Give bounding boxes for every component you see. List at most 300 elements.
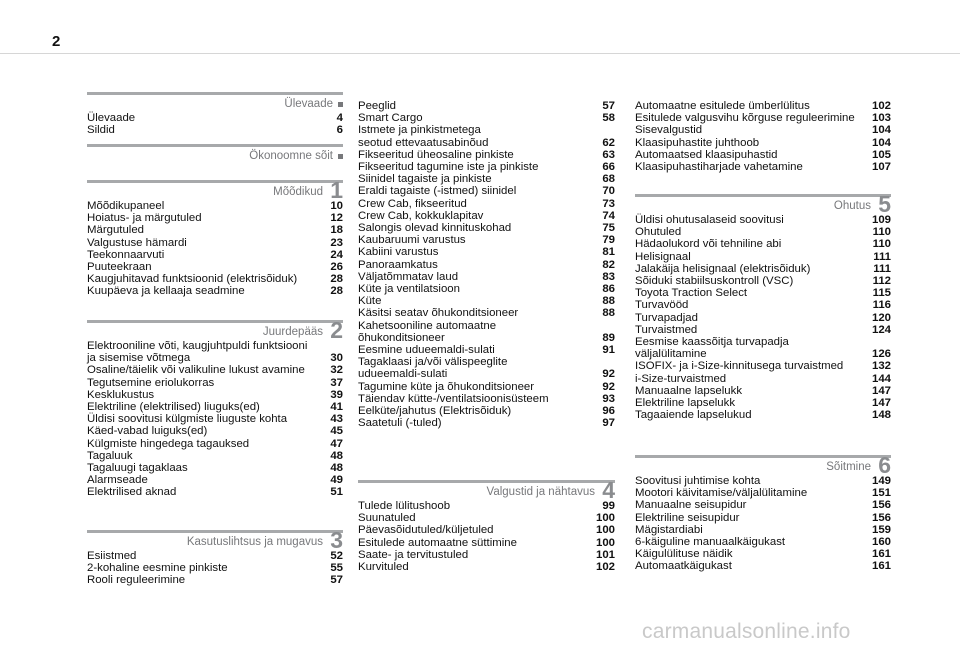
entry-title: väljalülitamine [635,348,707,361]
toc-section [358,100,615,429]
entry-page-number: 86 [602,283,615,296]
toc-entry[interactable] [635,409,891,421]
toc-entry[interactable] [358,149,615,161]
entry-page-number: 26 [330,261,343,274]
entry-page-number: 83 [602,270,615,283]
entry-title: ja sisemise võtmega [87,352,191,365]
entry-page-number: 32 [330,364,343,377]
entry-page-number: 100 [595,524,615,537]
entry-title: Esitulede automaatne süttimine [358,536,517,549]
entry-page-number: 6 [336,124,343,137]
entry-title: Hoiatus- ja märgutuled [87,212,202,225]
entry-page-number: 73 [602,197,615,210]
entry-title: Panoraamkatus [358,258,438,271]
entry-title: Ülevaade [87,112,136,124]
entry-page-number: 148 [871,409,891,422]
entry-title: Tagaaiende lapselukud [635,409,752,422]
entry-page-number: 52 [330,550,343,562]
entry-title: Klaasipuhastiharjade vahetamine [635,161,803,174]
entry-title: Küte [358,295,382,308]
toc-entry[interactable] [635,385,891,397]
toc-entry[interactable] [87,438,343,450]
entry-page-number: 112 [872,275,891,288]
toc-section [87,92,343,136]
toc-entry[interactable] [635,397,891,409]
entry-page-number: 55 [330,562,343,575]
entry-page-number: 68 [602,173,615,186]
toc-entry[interactable] [87,474,343,486]
toc-entry[interactable] [87,562,343,574]
entry-page-number: 63 [602,148,615,161]
entry-page-number: 120 [871,311,891,324]
entry-page-number: 82 [602,258,615,271]
toc-entry[interactable] [635,263,891,275]
entry-title: Turvavööd [635,299,689,312]
chapter-number: 4 [602,477,615,503]
section-title: Ökonoomne sõit [249,150,333,162]
entry-title: Manuaalne lapselukk [635,384,743,397]
entry-page-number: 96 [602,405,615,418]
toc-entry[interactable] [358,295,615,307]
section-title: Juurdepääs [262,326,323,338]
toc-entry[interactable] [358,381,615,393]
entry-title: Esitulede valgusvihu kõrguse reguleerimine [635,112,855,125]
entry-title: Alarmseade [87,474,148,487]
chapter-number: 3 [330,527,343,553]
entry-page-number: 115 [872,287,891,300]
square-bullet-icon [338,102,343,107]
entry-title: Salongis olevad kinnituskohad [358,222,512,235]
toc-entry[interactable] [635,487,891,499]
toc-entry[interactable] [635,373,891,385]
toc-entry[interactable] [358,124,615,136]
toc-entry[interactable] [358,537,615,549]
toc-entry[interactable] [87,340,343,352]
entry-page-number: 10 [330,200,343,212]
entry-page-number: 107 [871,161,891,174]
toc-entry[interactable] [635,238,891,250]
toc-section [635,452,891,573]
entry-title: Tagaluuk [87,449,133,462]
entry-page-number: 93 [602,392,615,405]
toc-section [635,100,891,173]
entry-title: i-Size-turvaistmed [635,372,727,385]
entry-page-number: 102 [595,561,615,574]
toc-entry[interactable] [358,307,615,319]
toc-entry[interactable] [87,237,343,249]
entry-page-number: 81 [602,246,615,259]
entry-title: Kahetsooniline automaatne [358,319,497,332]
entry-title: Rooli reguleerimine [87,574,186,587]
entry-page-number: 12 [330,212,343,225]
toc-entry[interactable] [358,198,615,210]
entry-title: Teekonnaarvuti [87,248,165,261]
toc-entry[interactable] [87,273,343,285]
entry-page-number: 103 [871,112,891,125]
chapter-number: 2 [330,317,343,343]
entry-title: Crew Cab, fikseeritud [358,197,467,210]
section-header [87,177,343,203]
entry-title: Hädaolukord või tehniline abi [635,238,782,251]
entry-title: ISOFIX- ja i-Size-kinnitusega turvaistmed [635,360,844,373]
toc-entry[interactable] [635,287,891,299]
entry-page-number: 149 [871,475,891,487]
entry-title: Sõiduki stabiilsuskontroll (VSC) [635,275,794,288]
entry-title: seotud ettevaatusabinõud [358,136,489,149]
entry-title: Elektriline (elektrilised) liuguks(ed) [87,401,260,414]
toc-entry[interactable] [87,200,343,212]
entry-title: Osaline/täielik või valikuline lukust avamine [87,364,305,377]
section-title: Ülevaade [284,98,333,110]
toc-entry[interactable] [635,214,891,226]
entry-page-number: 111 [873,250,891,263]
toc-entry[interactable] [358,100,615,112]
entry-page-number: 88 [602,295,615,308]
toc-entry[interactable] [635,251,891,263]
toc-entry[interactable] [87,462,343,474]
section-rule [87,180,343,183]
toc-entry[interactable] [635,336,891,348]
toc-entry[interactable] [635,512,891,524]
entry-title: Tagaklaasi ja/või välispeeglite [358,356,508,369]
entry-page-number: 110 [872,238,891,251]
entry-page-number: 41 [330,401,343,414]
entry-title: Eelküte/jahutus (Elektrisõiduk) [358,405,512,418]
toc-entry[interactable] [358,368,615,380]
section-rule [87,530,343,533]
entry-title: Eesmise kaassõitja turvapadja [635,336,789,349]
entry-page-number: 105 [871,148,891,161]
entry-title: Üldisi soovitusi külgmiste liuguste kohta [87,413,288,426]
entry-page-number: 132 [871,360,891,373]
toc-entry[interactable] [635,548,891,560]
entry-page-number: 97 [602,417,615,430]
toc-entry[interactable] [635,312,891,324]
toc-entry[interactable] [358,173,615,185]
toc-entry[interactable] [635,536,891,548]
entry-title: Peeglid [358,100,396,112]
toc-entry[interactable] [358,320,615,332]
entry-title: Mägistardiabi [635,523,703,536]
entry-page-number [885,336,891,348]
entry-page-number: 161 [871,560,891,573]
entry-title: Esiistmed [87,550,137,562]
entry-title: Käsitsi seatav õhukonditsioneer [358,307,519,320]
toc-entry[interactable] [87,364,343,376]
toc-entry[interactable] [87,285,343,297]
entry-title: Sildid [87,124,115,137]
entry-page-number: 110 [872,226,891,239]
entry-page-number: 28 [330,285,343,298]
entry-title: Tagumine küte ja õhukonditsioneer [358,380,535,393]
entry-page-number: 156 [871,511,891,524]
entry-page-number [609,356,615,368]
toc-entry[interactable] [358,137,615,149]
entry-page-number: 75 [602,222,615,235]
entry-page-number: 48 [330,449,343,462]
entry-title: 6-käiguline manuaalkäigukast [635,536,786,549]
toc-entry[interactable] [358,344,615,356]
toc-entry[interactable] [358,549,615,561]
entry-page-number: 159 [871,523,891,536]
entry-title: Külgmiste hingedega tagauksed [87,437,250,450]
entry-title: Helisignaal [635,250,691,263]
entry-page-number: 160 [871,536,891,549]
toc-entry[interactable] [358,234,615,246]
toc-section [87,527,343,587]
toc-entry[interactable] [87,212,343,224]
entry-page-number: 51 [330,486,343,499]
section-header [87,144,343,164]
entry-page-number: 74 [602,209,615,222]
toc-entry[interactable] [87,249,343,261]
entry-title: Turvaistmed [635,323,698,336]
toc-entry[interactable] [87,224,343,236]
entry-title: Päevasõidutuled/küljetuled [358,524,494,537]
entry-page-number: 104 [871,136,891,149]
toc-entry[interactable] [635,112,891,124]
section-header [87,92,343,112]
entry-page-number [609,124,615,136]
toc-entry[interactable] [358,271,615,283]
entry-title: Tegutsemine eriolukorras [87,376,215,389]
entry-title: Automaatkäigukast [635,560,732,573]
entry-title: Fikseeritud üheosaline pinkiste [358,148,514,161]
entry-page-number: 126 [871,348,891,361]
entry-title: Kuupäeva ja kellaaja seadmine [87,285,245,298]
entry-page-number: 79 [602,234,615,247]
entry-title: Valgustuse hämardi [87,236,187,249]
section-title: Mõõdikud [273,186,323,198]
toc-entry[interactable] [635,324,891,336]
toc-entry[interactable] [358,185,615,197]
entry-page-number: 48 [330,462,343,475]
toc-section [87,144,343,164]
entry-title: Elektrooniline võti, kaugjuhtpuldi funktsiooni [87,340,308,352]
toc-entry[interactable] [635,360,891,372]
section-rule [358,480,615,483]
watermark: carmanualsonline.info [642,620,851,643]
toc-entry[interactable] [87,425,343,437]
toc-entry[interactable] [635,299,891,311]
section-rule [635,455,891,458]
entry-title: Kaubaruumi varustus [358,234,466,247]
entry-title: Automaatne esitulede ümberlülitus [635,100,810,112]
toc-section [358,477,615,574]
entry-title: Soovitusi juhtimise kohta [635,475,761,487]
entry-title: Mõõdikupaneel [87,200,165,212]
entry-page-number: 88 [602,307,615,320]
toc-entry[interactable] [87,486,343,498]
toc-entry[interactable] [635,499,891,511]
entry-title: Suunatuled [358,512,416,525]
section-header [358,477,615,503]
entry-title: Saatetuli (-tuled) [358,417,442,430]
entry-page-number: 23 [330,236,343,249]
section-header [87,317,343,343]
toc-section [87,177,343,298]
toc-entry[interactable] [358,161,615,173]
section-rule [87,92,343,95]
entry-title: Klaasipuhastite juhthoob [635,136,760,149]
entry-title: Crew Cab, kokkuklapitav [358,209,484,222]
entry-page-number: 18 [330,224,343,237]
entry-title: Manuaalne seisupidur [635,499,747,512]
entry-title: Kaugjuhitavad funktsioonid (elektrisõiduk) [87,273,298,286]
entry-page-number: 147 [871,384,891,397]
entry-page-number: 58 [602,112,615,125]
entry-title: 2-kohaline eesmine pinkiste [87,562,228,575]
entry-page-number: 45 [330,425,343,438]
top-divider [0,53,960,54]
toc-entry[interactable] [358,524,615,536]
section-header [635,191,891,217]
toc-entry[interactable] [358,356,615,368]
entry-page-number: 43 [330,413,343,426]
square-bullet-icon [338,154,343,159]
entry-page-number: 100 [595,512,615,525]
toc-entry[interactable] [87,413,343,425]
toc-entry[interactable] [87,352,343,364]
toc-entry[interactable] [87,550,343,562]
toc-section [87,317,343,499]
toc-entry[interactable] [87,112,343,124]
entry-title: udueemaldi-sulati [358,368,448,381]
entry-page-number: 100 [595,536,615,549]
entry-page-number: 70 [602,185,615,198]
entry-title: Elektriline seisupidur [635,511,740,524]
entry-page-number: 89 [602,331,615,344]
toc-entry[interactable] [635,161,891,173]
toc-entry[interactable] [358,500,615,512]
toc-entry[interactable] [87,124,343,136]
toc-entry[interactable] [358,222,615,234]
page-number: 2 [52,33,61,50]
entry-page-number: 92 [602,380,615,393]
entry-page-number: 147 [871,397,891,410]
toc-entry[interactable] [635,100,891,112]
toc-entry[interactable] [635,348,891,360]
entry-title: Märgutuled [87,224,144,237]
entry-page-number: 39 [330,388,343,401]
toc-entry[interactable] [87,377,343,389]
section-title: Sõitmine [826,461,871,473]
entry-page-number: 30 [330,352,343,365]
entry-page-number: 49 [330,474,343,487]
toc-entry[interactable] [87,450,343,462]
entry-title: Täiendav kütte-/ventilatsioonisüsteem [358,392,549,405]
entry-page-number: 109 [871,214,891,226]
entry-page-number: 24 [330,248,343,261]
entry-page-number: 111 [873,262,891,275]
entry-page-number: 151 [871,487,891,500]
section-title: Kasutuslihtsus ja mugavus [186,536,323,548]
entry-page-number: 99 [602,500,615,512]
entry-page-number: 144 [871,372,891,385]
entry-title: Puuteekraan [87,261,152,274]
entry-title: Väljatõmmatav laud [358,270,459,283]
entry-title: Sisevalgustid [635,124,703,137]
entry-title: Üldisi ohutusalaseid soovitusi [635,214,784,226]
section-rule [635,194,891,197]
entry-page-number: 62 [602,136,615,149]
entry-page-number: 57 [602,100,615,112]
toc-entry[interactable] [358,512,615,524]
toc-entry[interactable] [635,475,891,487]
entry-title: Käigulülituse näidik [635,548,733,561]
entry-title: Kabiini varustus [358,246,439,259]
entry-title: Kesklukustus [87,388,155,401]
entry-title: Jalakäija helisignaal (elektrisõiduk) [635,262,811,275]
chapter-number: 5 [878,191,891,217]
entry-title: Kurvituled [358,561,409,574]
toc-entry[interactable] [635,275,891,287]
toc-entry[interactable] [87,574,343,586]
section-rule [87,320,343,323]
entry-page-number: 28 [330,273,343,286]
entry-page-number: 124 [871,323,891,336]
toc-entry[interactable] [87,389,343,401]
toc-entry[interactable] [635,137,891,149]
toc-entry[interactable] [87,401,343,413]
toc-entry[interactable] [358,417,615,429]
toc-entry[interactable] [358,246,615,258]
entry-page-number: 161 [871,548,891,561]
entry-title: Istmete ja pinkistmetega [358,124,481,137]
section-header [635,452,891,478]
entry-title: Toyota Traction Select [635,287,748,300]
toc-section [635,191,891,422]
entry-title: Siinidel tagaiste ja pinkiste [358,173,492,186]
entry-page-number [609,320,615,332]
toc-entry[interactable] [635,226,891,238]
toc-entry[interactable] [635,124,891,136]
toc-entry[interactable] [635,560,891,572]
section-rule [87,144,343,147]
toc-entry[interactable] [635,149,891,161]
toc-entry[interactable] [358,393,615,405]
entry-title: õhukonditsioneer [358,331,445,344]
toc-entry[interactable] [358,210,615,222]
entry-page-number: 91 [602,344,615,357]
entry-title: Elektrilised aknad [87,486,177,499]
section-header [87,527,343,553]
entry-title: Saate- ja tervitustuled [358,548,469,561]
entry-title: Küte ja ventilatsioon [358,283,460,296]
entry-page-number: 156 [871,499,891,512]
entry-title: Fikseeritud tagumine iste ja pinkiste [358,161,539,174]
entry-page-number: 102 [871,100,891,112]
toc-entry[interactable] [358,112,615,124]
toc-entry[interactable] [87,261,343,273]
entry-title: Mootori käivitamise/väljalülitamine [635,487,808,500]
toc-entry[interactable] [358,561,615,573]
chapter-number: 1 [330,177,343,203]
entry-title: Elektriline lapselukk [635,397,736,410]
entry-title: Ohutuled [635,226,682,239]
toc-entry[interactable] [358,405,615,417]
entry-page-number: 101 [595,548,615,561]
entry-page-number: 37 [330,376,343,389]
toc-entry[interactable] [635,524,891,536]
toc-entry[interactable] [358,283,615,295]
toc-entry[interactable] [358,259,615,271]
entry-title: Tagaluugi tagaklaas [87,462,188,475]
entry-title: Tulede lülitushoob [358,500,451,512]
section-title: Valgustid ja nähtavus [486,486,595,498]
entry-title: Käed-vabad luiguks(ed) [87,425,208,438]
toc-entry[interactable] [358,332,615,344]
